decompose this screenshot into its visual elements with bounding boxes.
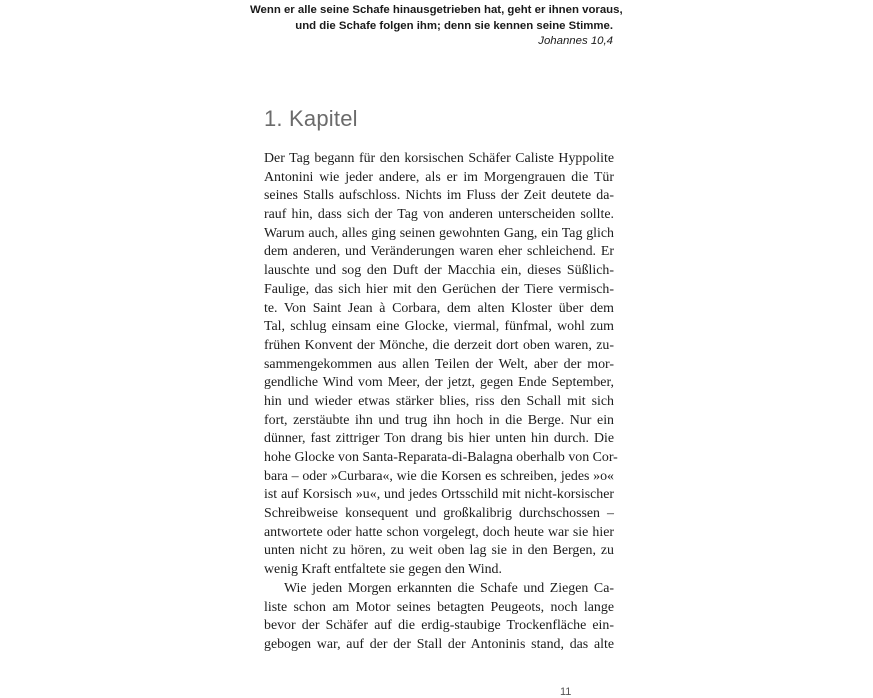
body-line: seines Stalls aufschloss. Nichts im Fluss der Zeit deutete da- (264, 188, 614, 204)
body-line: gebogen war, auf der der Stall der Antoninis stand, das alte (264, 636, 614, 652)
body-line: antwortete oder hatte schon vorgelegt, doch heute war sie hier (264, 524, 614, 540)
body-line: liste schon am Motor seines betagten Peugeots, noch lange (264, 599, 614, 615)
body-line: frühen Konvent der Mönche, die derzeit dort oben waren, zu- (264, 337, 614, 353)
body-line: hohe Glocke von Santa-Reparata-di-Balagna oberhalb von Cor- (264, 450, 618, 465)
body-text (264, 150, 618, 655)
body-line: Faulige, das sich hier mit den Gerüchen der Tiere vermisch- (264, 281, 614, 297)
body-line: dünner, fast zittriger Ton drang bis hier unten hin durch. Die (264, 431, 614, 447)
body-line: dem anderen, und Veränderungen waren eher schleichend. Er (264, 244, 614, 260)
body-line: unten nicht zu hören, zu weit oben lag sie in den Bergen, zu (264, 543, 614, 559)
body-line: bara – oder »Curbara«, wie die Korsen es schreiben, jedes »o« (264, 468, 614, 484)
chapter-title: 1. Kapitel (264, 106, 358, 131)
body-line: te. Von Saint Jean à Corbara, dem alten Kloster über dem (264, 300, 614, 316)
body-line-paragraph-end: wenig Kraft entfaltete sie gegen den Wind. (264, 562, 502, 578)
body-line: Tal, schlug einsam eine Glocke, viermal, fünfmal, wohl zum (264, 319, 614, 335)
body-line: Schreibweise konsequent und großkalibrig durchschossen – (264, 506, 614, 522)
epigraph-source: Johannes 10,4 (538, 35, 613, 47)
epigraph (250, 3, 623, 50)
body-line: Der Tag begann für den korsischen Schäfer Caliste Hyppolite (264, 151, 614, 166)
body-line: rauf hin, dass sich der Tag von anderen unterscheiden sollte. (264, 207, 614, 223)
body-line: bevor der Schäfer auf die erdig-staubige Trockenfläche ein- (264, 618, 614, 634)
body-line: Antonini wie jeder andere, als er im Morgengrauen die Tür (264, 169, 614, 185)
page-number: 11 (560, 686, 572, 698)
body-line: sammengekommen aus allen Teilen der Welt, aber der mor- (264, 356, 614, 372)
body-line: ist auf Korsisch »u«, und jedes Ortsschild mit nicht-korsischer (264, 487, 614, 503)
body-line: Warum auch, alles ging seinen gewohnten Gang, ein Tag glich (264, 225, 614, 241)
body-line-paragraph-start: Wie jeden Morgen erkannten die Schafe und Ziegen Ca- (284, 580, 614, 596)
body-line: lauschte und sog den Duft der Macchia ein, dieses Süßlich- (264, 263, 614, 279)
epigraph-line-2: und die Schafe folgen ihm; denn sie kennen seine Stimme. (295, 19, 613, 32)
body-line: fort, zerstäubte ihn und trug ihn hoch in die Berge. Nur ein (264, 412, 614, 428)
epigraph-line-1: Wenn er alle seine Schafe hinausgetrieben hat, geht er ihnen voraus, (250, 4, 623, 16)
body-line: gendliche Wind vom Meer, der jetzt, gegen Ende September, (264, 375, 614, 391)
body-line: hin und wieder etwas stärker blies, riss den Schall mit sich (264, 393, 614, 409)
